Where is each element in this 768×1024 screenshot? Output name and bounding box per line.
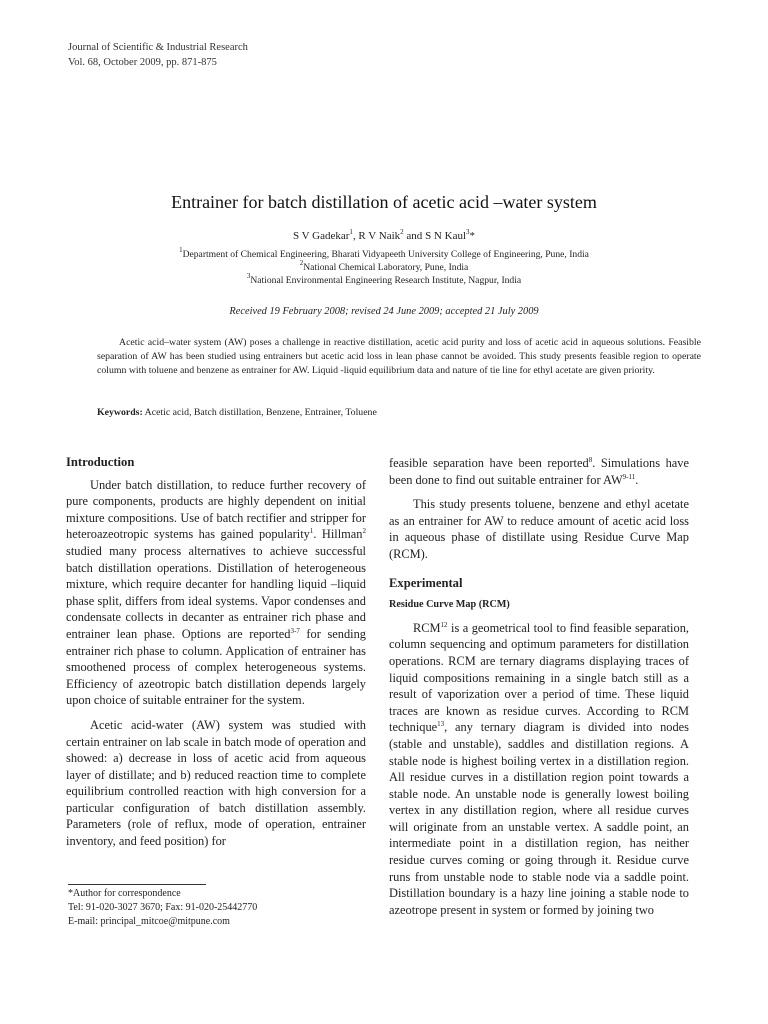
author-sup: 3 <box>466 228 470 236</box>
affiliation-num: 1 <box>179 246 183 254</box>
affiliation-2 <box>0 261 768 275</box>
citation-ref: 13 <box>437 720 445 729</box>
author-list <box>0 230 768 242</box>
intro-paragraph-2: Acetic acid-water (AW) system was studied with certain entrainer on lab scale in batch mode of operation and showed: a) decrease in loss of acetic acid from aqueous layer of distillate; and b) reduced reaction time to complete equilibrium controlled reaction with high conversion for a particular configuration of batch distillation assembly. Parameters (role of reflux, mode of operation, entrainer inventory, and feed position) for <box>66 717 367 849</box>
experimental-heading: Experimental <box>389 575 463 590</box>
keywords-label: Keywords: <box>97 407 143 418</box>
citation-ref: 9-11 <box>622 472 636 481</box>
author-sup: 2 <box>400 228 404 236</box>
intro-paragraph-4: This study presents toluene, benzene and ethyl acetate as an entrainer for AW to reduce amount of acetic acid loss in aqueous phase of distillate using Residue Curve Map (RCM). <box>389 497 689 561</box>
author-name: R V Naik <box>358 230 401 242</box>
intro-paragraph-3: feasible separation have been reported$^8$. Simulations have been done to find out suitable entrainer for AW$^{9-11}$. <box>389 456 689 487</box>
affiliation-text: National Chemical Laboratory, Pune, India <box>303 262 469 273</box>
paper-title: Entrainer for batch distillation of acetic acid –water system <box>171 192 597 212</box>
right-column <box>389 455 689 926</box>
footnote-author: *Author for correspondence <box>68 888 181 899</box>
citation-ref: 1 <box>309 527 314 536</box>
journal-header <box>68 40 248 70</box>
correspondence-footnote <box>68 884 308 929</box>
author-sep: * <box>469 230 476 242</box>
author-sep: and <box>403 230 426 242</box>
introduction-heading: Introduction <box>66 455 135 469</box>
affiliation-text: Department of Chemical Engineering, Bharati Vidyapeeth University College of Engineering, Pune, India <box>182 249 589 260</box>
rcm-subheading: Residue Curve Map (RCM) <box>389 599 510 611</box>
citation-ref: 3-7 <box>290 626 300 635</box>
author-name: S V Gadekar <box>292 230 350 242</box>
journal-name: Journal of Scientific & Industrial Research <box>68 42 248 53</box>
citation-ref: 8 <box>588 456 593 464</box>
abstract: Acetic acid–water system (AW) poses a challenge in reactive distillation, acetic acid purity and loss of acetic acid in aqueous solutions. Feasible separation of AW has been studied using entrainers but acetic acid loss in lean phase cannot be avoided. This study presents feasible region to operate column with toluene and benzene as entrainer for AW. Liquid -liquid equilibrium data and nature of tie line for ethyl acetate are given priority. <box>97 337 701 376</box>
author-sup: 1 <box>349 228 353 236</box>
footnote-tel: Tel: 91-020-3027 3670; Fax: 91-020-25442770 <box>68 902 258 913</box>
affiliation-1 <box>0 248 768 262</box>
journal-issue: Vol. 68, October 2009, pp. 871-875 <box>68 57 217 68</box>
citation-ref: 12 <box>440 620 448 629</box>
footnote-email: E-mail: principal_mitcoe@mitpune.com <box>68 916 230 927</box>
received-dates: Received 19 February 2008; revised 24 June 2009; accepted 21 July 2009 <box>229 306 539 317</box>
affiliation-num: 3 <box>246 272 251 280</box>
keywords-text: Acetic acid, Batch distillation, Benzene, Entrainer, Toluene <box>144 407 377 418</box>
experimental-paragraph-1: RCM$^{12}$ is a geometrical tool to find feasible separation, column sequencing and optimum parameters for distillation operations. RCM are ternary diagrams displaying traces of liquid compositions remaining in a single batch still as a result of vaporization over a period of time. These liquid traces are known as residue curves. According to RCM technique$^{13}$, any ternary diagram is divided into nodes (stable and unstable), saddles and distillation regions. A stable node is highest boiling vertex in a distillation region. All residue curves in a distillation region point towards a stable node. An unstable node is generally lowest boiling vertex in any distillation region, where all residue curves will originate from an unstable vertex. A saddle point, an intermediate point in a distillation region, has neither residue curves coming or going through it. Residue curve runs from unstable node to stable node via a saddle point. Distillation boundary is a hazy line joining a stable node to azeotrope present in system or formed by joining two <box>389 620 689 917</box>
affiliation-3 <box>0 274 768 288</box>
intro-paragraph-1: Under batch distillation, to reduce further recovery of pure components, products are highly dependent on initial mixture compositions. Use of batch rectifier and stripper for heteroazeotropic systems has gained popularity$^1$. Hillman$^2$ studied many process alternatives to achieve successful batch distillation operations. Distillation of heterogeneous mixture, which require decanter for handling liquid –liquid phase split, differs from ideal systems. Vapor condenses and condensate collects in decanter as entrainer rich phase and entrainer lean phase. Options are reported$^{3-7}$ for sending entrainer rich phase to column. Application of entrainer has smoothened process of complex heterogeneous systems. Efficiency of azeotropic batch distillation depends largely upon choice of suitable entrainer for the system. <box>66 477 366 708</box>
citation-ref: 2 <box>362 527 366 536</box>
author-sep: , <box>352 230 359 242</box>
affiliation-text: National Environmental Engineering Research Institute, Nagpur, India <box>250 275 522 286</box>
author-name: S N Kaul <box>425 230 467 242</box>
footnote-rule <box>68 884 206 885</box>
left-column <box>66 454 366 858</box>
keywords <box>97 406 701 420</box>
affiliation-num: 2 <box>299 259 304 267</box>
